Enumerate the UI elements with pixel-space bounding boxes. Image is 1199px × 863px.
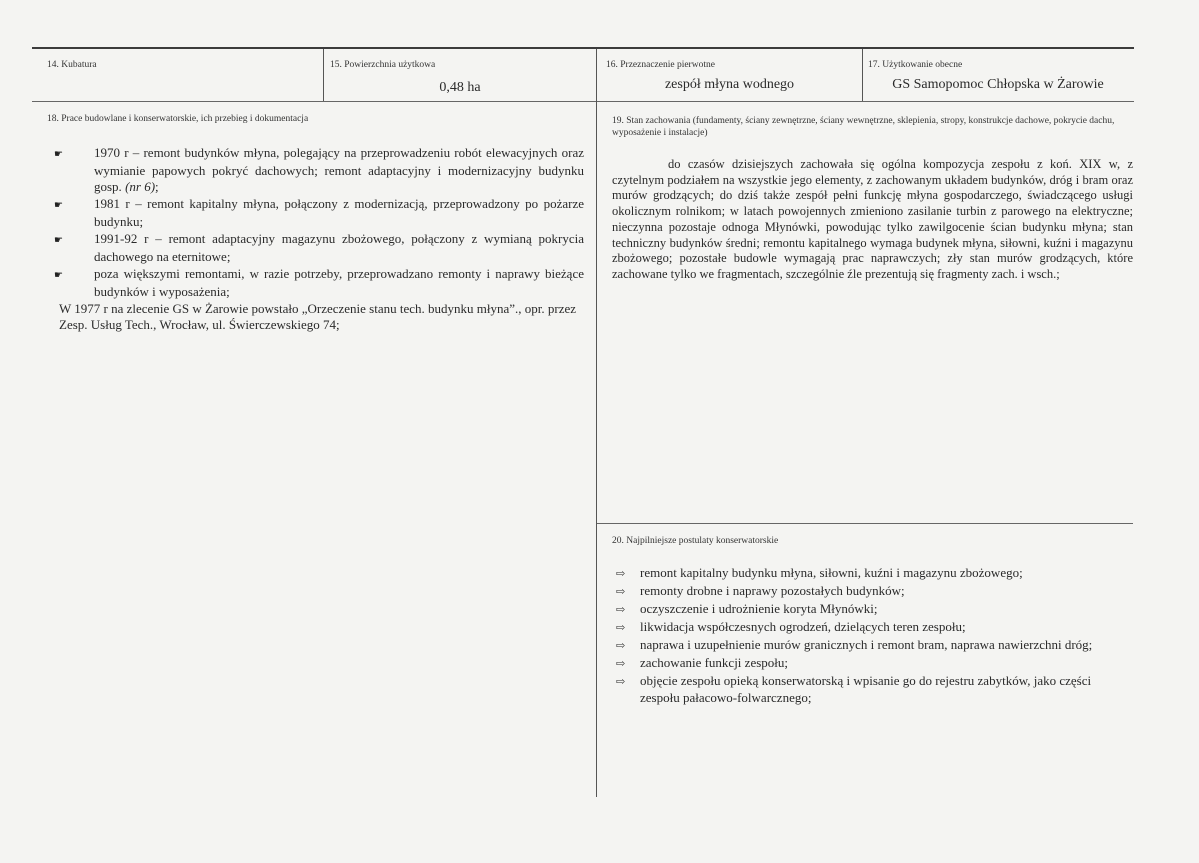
- col-divider-main: [596, 49, 597, 797]
- prace-label: 18. Prace budowlane i konserwatorskie, ich przebieg i dokumentacja: [47, 114, 309, 124]
- outline-arrow-icon: ⇨: [616, 676, 626, 688]
- header-row-rule: [32, 101, 1134, 102]
- postulat-text: remonty drobne i naprawy pozostałych budynków;: [640, 583, 905, 598]
- outline-arrow-icon: ⇨: [616, 622, 626, 634]
- postulat-item: [616, 565, 1130, 582]
- powierzchnia-value: 0,48 ha: [439, 80, 481, 95]
- col-divider-3: [862, 49, 863, 101]
- postulat-item: [616, 583, 1130, 600]
- top-rule: [32, 47, 1134, 49]
- pointing-hand-icon: ☛: [54, 149, 63, 160]
- uzytkowanie-value: GS Samopomoc Chłopska w Żarowie: [892, 77, 1104, 92]
- postulat-text: zachowanie funkcji zespołu;: [640, 655, 788, 670]
- postulat-item: [616, 655, 1130, 672]
- kubatura-label: 14. Kubatura: [47, 60, 97, 70]
- prace-note: W 1977 r na zlecenie GS w Żarowie powstało „Orzeczenie stanu tech. budynku młyna”., opr. przez Zesp. Usług Tech., Wrocław, ul. Świerczewskiego 74;: [59, 301, 577, 332]
- postulaty-label: 20. Najpilniejsze postulaty konserwatorskie: [612, 536, 779, 546]
- pointing-hand-icon: ☛: [54, 235, 63, 246]
- postulat-item: [616, 673, 1130, 706]
- prace-item-text: 1981 r – remont kapitalny młyna, połączony z modernizacją, przeprowadzony po pożarze budynku;: [94, 196, 584, 229]
- postulaty-block: [616, 565, 1130, 707]
- prace-item: [54, 196, 584, 230]
- postulat-item: [616, 619, 1130, 636]
- postulat-text: likwidacja współczesnych ogrodzeń, dzielących teren zespołu;: [640, 619, 966, 634]
- postulat-text: remont kapitalny budynku młyna, siłowni, kuźni i magazynu zbożowego;: [640, 565, 1023, 580]
- postulat-text: oczyszczenie i udrożnienie koryta Młynówki;: [640, 601, 878, 616]
- postulaty-list: [616, 565, 1130, 706]
- postulat-item: [616, 601, 1130, 618]
- postulat-text: naprawa i uzupełnienie murów granicznych i remont bram, naprawa nawierzchni dróg;: [640, 637, 1093, 652]
- stan-label: 19. Stan zachowania (fundamenty, ściany zewnętrzne, ściany wewnętrzne, sklepienia, stropy, konstrukcje dachowe, pokrycie dachu, wyposażenie i instalacje): [612, 116, 1115, 138]
- outline-arrow-icon: ⇨: [616, 658, 626, 670]
- prace-item: [54, 266, 584, 300]
- prace-item-ref: (nr 6): [125, 179, 156, 194]
- przeznaczenie-value: zespół młyna wodnego: [664, 77, 795, 92]
- prace-item-text: 1991-92 r – remont adaptacyjny magazynu zbożowego, połączony z wymianą pokrycia dachowego na eternitowe;: [94, 231, 584, 264]
- prace-list: [54, 145, 584, 300]
- uzytkowanie-label: 17. Użytkowanie obecne: [868, 60, 963, 70]
- postulat-item: [616, 637, 1130, 654]
- pointing-hand-icon: ☛: [54, 270, 63, 281]
- powierzchnia-label: 15. Powierzchnia użytkowa: [330, 60, 436, 70]
- outline-arrow-icon: ⇨: [616, 640, 626, 652]
- outline-arrow-icon: ⇨: [616, 586, 626, 598]
- pointing-hand-icon: ☛: [54, 200, 63, 211]
- prace-item-tail: ;: [155, 179, 159, 194]
- przeznaczenie-label: 16. Przeznaczenie pierwotne: [606, 60, 715, 70]
- outline-arrow-icon: ⇨: [616, 568, 626, 580]
- postulat-text: objęcie zespołu opieką konserwatorską i wpisanie go do rejestru zabytków, jako części zespołu pałacowo-folwarcznego;: [640, 673, 1092, 705]
- prace-item: [54, 145, 584, 195]
- prace-block: [54, 145, 584, 301]
- outline-arrow-icon: ⇨: [616, 604, 626, 616]
- prace-item-text: poza większymi remontami, w razie potrzeby, przeprowadzano remonty i naprawy bieżące budynków i wyposażenia;: [94, 266, 584, 299]
- stan-text: do czasów dzisiejszych zachowała się ogólna kompozycja zespołu z koń. XIX w, z czytelnym podziałem na wszystkie jego elementy, z zachowanym układem budynków, dróg i bram oraz murów grodzących; do dziś także zespół pełni funkcję młyna gospodarczego, świadczącego usługi okolicznym rolnikom; w latach powojennych zmieniono zasilanie turbin z parowego na elektryczne; nieczynna pozostaje odnoga Młynówki, powodując tylko zawilgocenie ścian budynku młyna; stan techniczny budynków średni; remontu kapitalnego wymaga budynek młyna, siłowni, kuźni i magazynu zbożowego; pozostałe budowle wymagają prac naprawczych; zły stan murów grodzących, które zachowane tylko we fragmentach, szczególnie źle prezentują się fragmenty zach. i wsch.;: [612, 157, 1133, 281]
- prace-item-text: 1970 r – remont budynków młyna, polegający na przeprowadzeniu robót elewacyjnych oraz wymianie papowych pokryć dachowych; remont adaptacyjny i modernizacyjny budynku gosp.: [94, 145, 584, 194]
- section-20-rule: [596, 523, 1133, 524]
- prace-item: [54, 231, 584, 265]
